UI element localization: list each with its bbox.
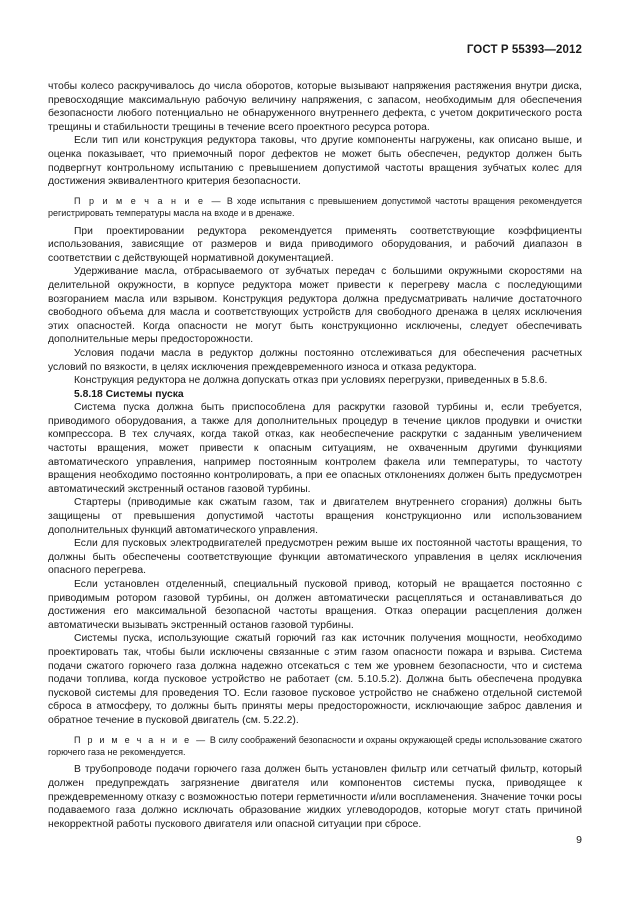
note-label: П р и м е ч а н и е —	[74, 195, 223, 206]
paragraph: Если тип или конструкция редуктора таковы, что другие компоненты нагружены, как описано выше, и оценка показывает, что приемочный порог дефектов не может быть обеспечен, редуктор должен быть подвергнут контрольному испытанию с превышением допустимой частоты вращения зубчатых колес для достижения эквивалентного критерия безопасности.	[48, 135, 582, 188]
paragraph: Если для пусковых электродвигателей предусмотрен режим выше их постоянной частоты вращения, то должны быть обеспечены соответствующие функции автоматического управления в целях исключения опасного перегрева.	[48, 538, 582, 577]
paragraph: Если установлен отделенный, специальный пусковой привод, который не вращается постоянно с приводимым ротором газовой турбины, он должен автоматически расцепляться и останавливаться до достижения его максимальной безопасной частоты вращения. Отказ операции расцепления должен автоматически вызывать экстренный останов газовой турбины.	[48, 579, 582, 631]
note	[48, 734, 582, 759]
paragraph: чтобы колесо раскручивалось до числа оборотов, которые вызывают напряжения растяжения внутри диска, превосходящие максимальную рабочую величину напряжения, с запасом, необходимым для обеспечения безопасности любого потенциально не обнаруженного внутреннего дефекта, с учетом докритического роста трещины и стабильности трещины в течение всего проектного ресурса ротора.	[48, 81, 582, 133]
section-heading: 5.8.18 Системы пуска	[74, 388, 184, 400]
note-label: П р и м е ч а н и е —	[74, 734, 208, 745]
paragraph: При проектировании редуктора рекомендуется применять соответствующие коэффициенты использования, зависящие от размеров и вида приводимого оборудования, и рабочий диапазон в соответствии с действующей нормативной документацией.	[48, 225, 582, 264]
document-body	[48, 80, 582, 831]
note	[48, 195, 582, 220]
standard-header: ГОСТ Р 55393—2012	[466, 44, 582, 56]
paragraph: Удерживание масла, отбрасываемого от зубчатых передач с большими окружными скоростями на делительной окружности, в корпусе редуктора может привести к перегреву масла с последующими возгоранием масла или взрывом. Конструкция редуктора должна предусматривать наличие достаточного свободного объема для масла и соответствующих устройств для свободного дренажа в целях исключения этих опасностей. Когда опасности не могут быть конструкционно исключены, следует обеспечивать дополнительные меры предосторожности.	[48, 266, 582, 346]
paragraph: Стартеры (приводимые как сжатым газом, так и двигателем внутреннего сгорания) должны быть защищены от превышения допустимой частоты вращения конструкционно или использованием дополнительных функций автоматического управления.	[48, 497, 582, 536]
paragraph: Условия подачи масла в редуктор должны постоянно отслеживаться для обеспечения расчетных условий по вязкости, в целях исключения преждевременного износа и отказа редуктора.	[48, 347, 582, 373]
paragraph: Конструкция редуктора не должна допускать отказ при условиях перегрузки, приведенных в 5.8.6.	[74, 375, 548, 387]
paragraph: Система пуска должна быть приспособлена для раскрутки газовой турбины и, если требуется, приводимого оборудования, а также для дополнительных процедур в течение циклов продувки и очистки компрессора. В тех случаях, когда такой отказ, как необеспечение раскрутки с заданным увеличением частоты вращения, может привести к опасным ситуациям, не охваченным другими функциями автоматического управления, например постоянным контролем факела или температуры, то частоту вращения необходимо постоянно контролировать, а при ее опасных отклонениях должен быть предусмотрен автоматический экстренный останов газовой турбины.	[48, 402, 582, 495]
note-text: В силу соображений безопасности и охраны окружающей среды использование сжатого горючего газа не рекомендуется.	[48, 734, 582, 757]
note-text: В ходе испытания с превышением допустимой частоты вращения рекомендуется регистрировать температуры масла на входе и в дренаже.	[48, 195, 582, 219]
page-number: 9	[576, 834, 582, 846]
paragraph: В трубопроводе подачи горючего газа должен быть установлен фильтр или сетчатый фильтр, который должен предупреждать загрязнение двигателя или компонентов системы пуска, приводящее к преждевременному отказу с возможностью потери герметичности и/или воспламенения. Значение точки росы подаваемого газа должно исключать образование жидких углеводородов, которые могут стать причиной некорректной работы пускового двигателя или опасной ситуации при сбросе.	[48, 764, 582, 830]
paragraph: Системы пуска, использующие сжатый горючий газ как источник получения мощности, необходимо проектировать так, чтобы были исключены связанные с этим газом опасности пожара и взрыва. Система подачи сжатого горючего газа должна надежно отсекаться с тем же уровнем безопасности, что и система подачи топлива, когда пусковое устройство не работает (см. 5.10.5.2). Должна быть обеспечена продувка пусковой системы для проведения ТО. Если газовое пусковое устройство не снабжено отдельной системой сброса в атмосферу, то должны быть приняты меры предосторожности, исключающие заброс давления и обратное течение в пусковой двигатель (см. 5.22.2).	[48, 633, 582, 726]
